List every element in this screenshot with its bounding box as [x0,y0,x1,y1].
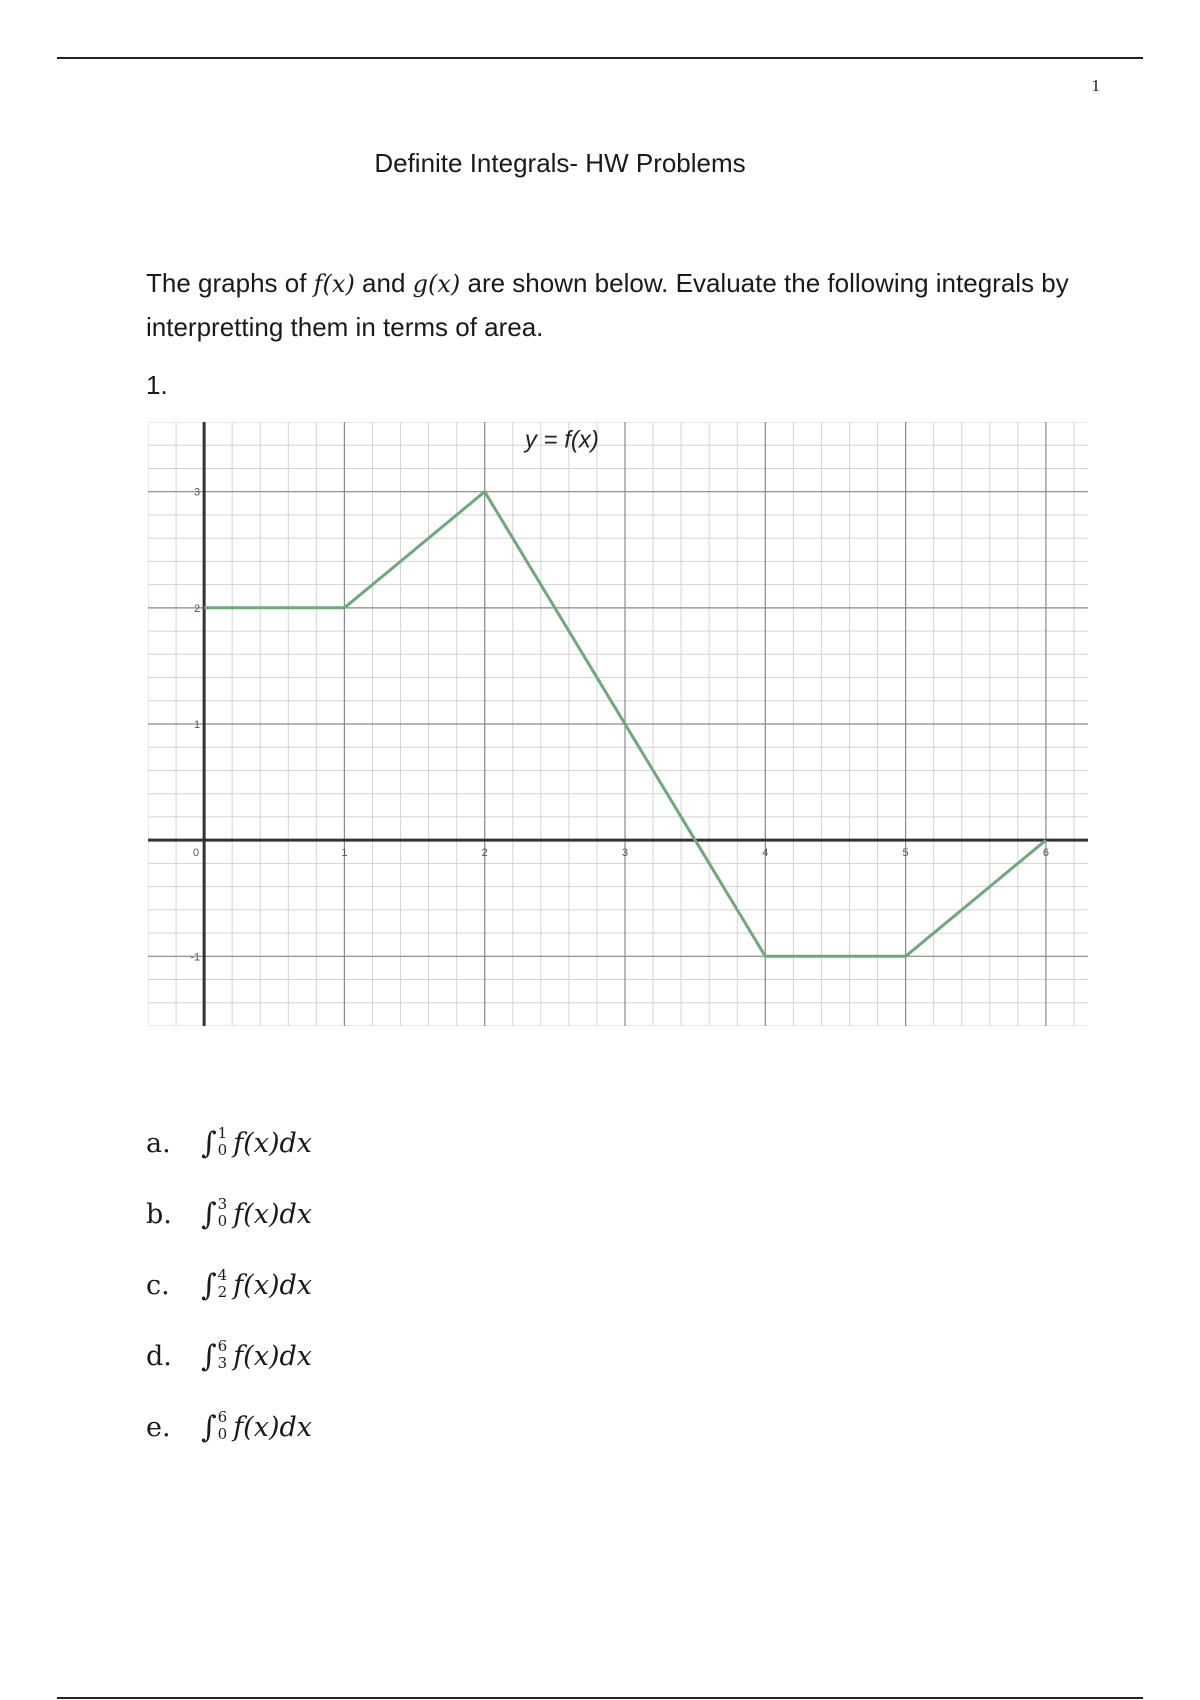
footer-rule [57,1697,1143,1699]
y-tick-label: 1 [193,719,201,731]
integrand: f(x)dx [233,1199,312,1230]
y-tick-label: 3 [193,486,201,499]
y-tick-label: 2 [193,602,201,615]
integrand: f(x)dx [233,1128,312,1159]
upper-limit: 6 [217,1336,228,1355]
part-letter: a. [146,1128,171,1159]
lower-limit: 0 [217,1211,228,1230]
y-tick-label: -1 [190,951,201,964]
graph-f [148,422,1088,1026]
page-title: Definite Integrals- HW Problems [374,148,746,178]
integral-parts-list [146,1108,312,1463]
lower-limit: 0 [217,1424,228,1443]
definite-integral [201,1123,312,1161]
integrand: f(x)dx [233,1412,312,1443]
integral-limits [218,1196,228,1230]
upper-limit: 4 [217,1265,228,1284]
header-rule [57,57,1143,59]
x-tick-label: 3 [621,847,629,860]
integral-part [146,1250,312,1321]
instructions [146,262,1106,349]
curve-label: y = f(x) [524,426,599,454]
integral-part [146,1392,312,1463]
problem-number: 1. [146,370,168,400]
instructions-text-1: The graphs of [146,268,314,298]
instructions-text-3: are shown below. Evaluate the following integrals by interpretting them in terms of area. [146,268,1069,342]
integral-part [146,1179,312,1250]
x-tick-label: 1 [341,847,348,860]
integrand: f(x)dx [233,1270,312,1301]
upper-limit: 1 [217,1123,228,1142]
integral-part [146,1108,312,1179]
page-number: 1 [1091,76,1100,95]
integrand: f(x)dx [233,1341,312,1372]
function-g-label: g(x) [412,270,461,298]
upper-limit: 6 [217,1407,228,1426]
definite-integral [201,1265,312,1303]
x-tick-label: 0 [193,847,200,860]
part-letter: b. [146,1199,172,1230]
tick-labels [190,487,1049,964]
part-letter: d. [146,1341,172,1372]
lower-limit: 2 [217,1282,228,1301]
integral-part [146,1321,312,1392]
lower-limit: 3 [217,1353,228,1372]
upper-limit: 3 [217,1194,228,1213]
x-tick-label: 4 [762,847,769,860]
definite-integral [201,1336,312,1374]
definite-integral [201,1407,312,1445]
definite-integral [201,1194,312,1232]
x-tick-label: 6 [1042,847,1049,860]
grid-major-lines [148,422,1088,1026]
integral-sign-icon: ∫ [201,1268,217,1303]
integral-sign-icon: ∫ [201,1197,217,1232]
integral-limits [218,1409,228,1443]
instructions-text-2: and [354,268,413,298]
function-f-label: f(x) [313,270,355,298]
x-tick-label: 2 [481,847,488,860]
integral-sign-icon: ∫ [201,1339,217,1374]
x-tick-label: 5 [902,847,909,860]
integral-sign-icon: ∫ [201,1126,217,1161]
lower-limit: 0 [217,1140,228,1159]
integral-limits [218,1125,228,1159]
integral-sign-icon: ∫ [201,1410,217,1445]
integral-limits [218,1338,228,1372]
part-letter: c. [146,1270,170,1301]
part-letter: e. [146,1412,171,1443]
integral-limits [218,1267,228,1301]
